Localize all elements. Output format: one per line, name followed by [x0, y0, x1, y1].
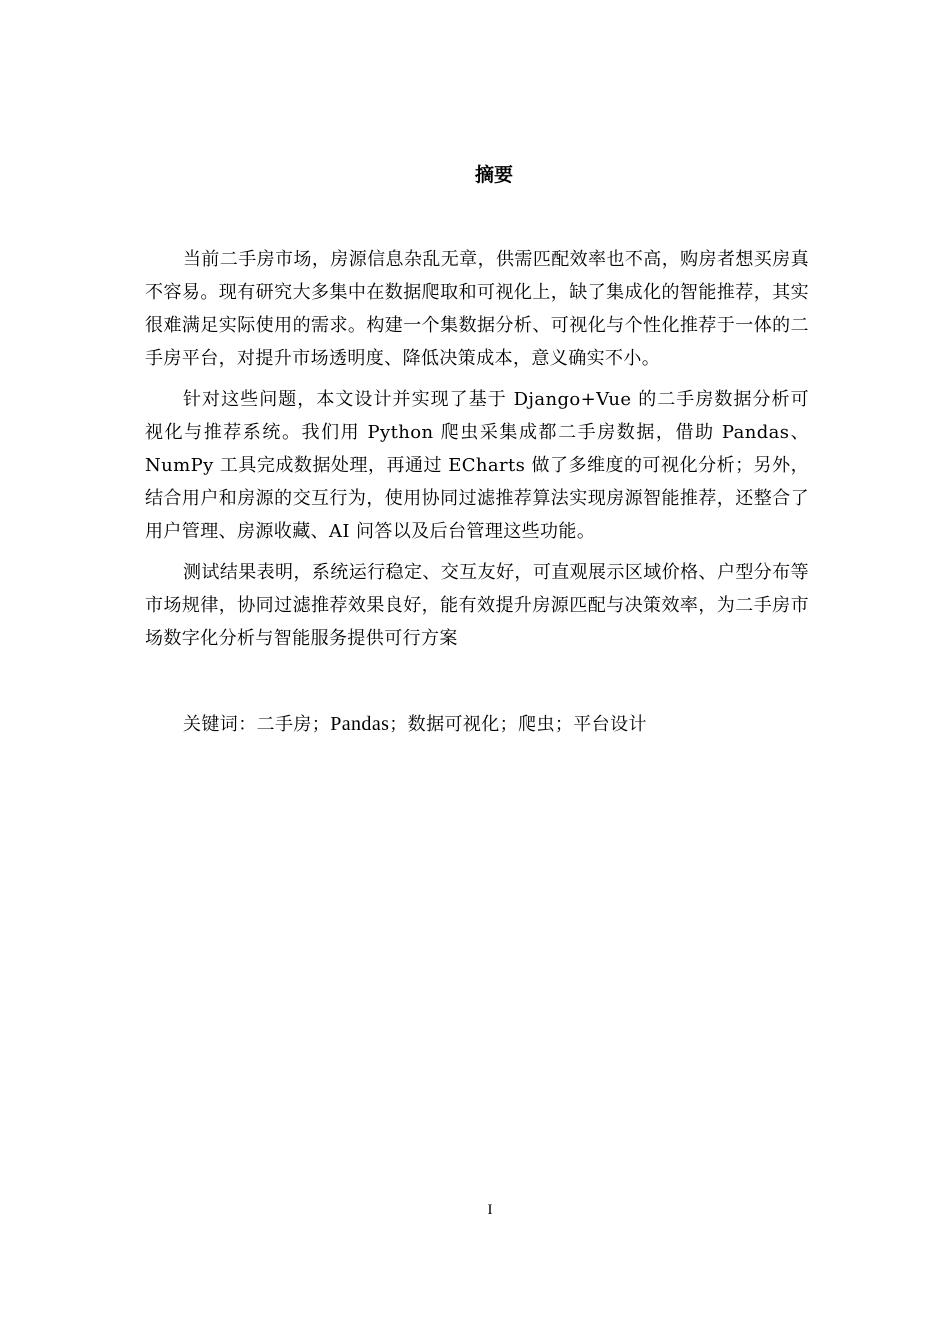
abstract-paragraph-2: 针对这些问题，本文设计并实现了基于 Django+Vue 的二手房数据分析可视化与推荐系统。我们用 Python 爬虫采集成都二手房数据，借助 Pandas、NumPy 工具完成数据处理，再通过 ECharts 做了多维度的可视化分析；另外，结合用户和房源的交互行为，使用协同过滤推荐算法实现房源智能推荐，还整合了用户管理、房源收藏、AI 问答以及后台管理这些功能。: [145, 389, 809, 542]
abstract-body: [145, 243, 809, 663]
keywords-line: [183, 710, 647, 739]
keywords-label: 关键词：: [183, 714, 257, 735]
keywords-part-3: ；数据可视化；爬虫；平台设计: [389, 714, 647, 735]
abstract-paragraph-3: 测试结果表明，系统运行稳定、交互友好，可直观展示区域价格、户型分布等市场规律，协同过滤推荐效果良好，能有效提升房源匹配与决策效率，为二手房市场数字化分析与智能服务提供可行方案: [145, 562, 809, 649]
page-title: 摘要: [474, 164, 513, 186]
abstract-paragraph-1: 当前二手房市场，房源信息杂乱无章，供需匹配效率也不高，购房者想买房真不容易。现有研究大多集中在数据爬取和可视化上，缺了集成化的智能推荐，其实很难满足实际使用的需求。构建一个集数据分析、可视化与个性化推荐于一体的二手房平台，对提升市场透明度、降低决策成本，意义确实不小。: [145, 249, 809, 369]
keywords-part-1: 二手房；: [256, 714, 331, 735]
keywords-part-2: Pandas: [330, 713, 390, 735]
page-number: I: [487, 1202, 493, 1218]
